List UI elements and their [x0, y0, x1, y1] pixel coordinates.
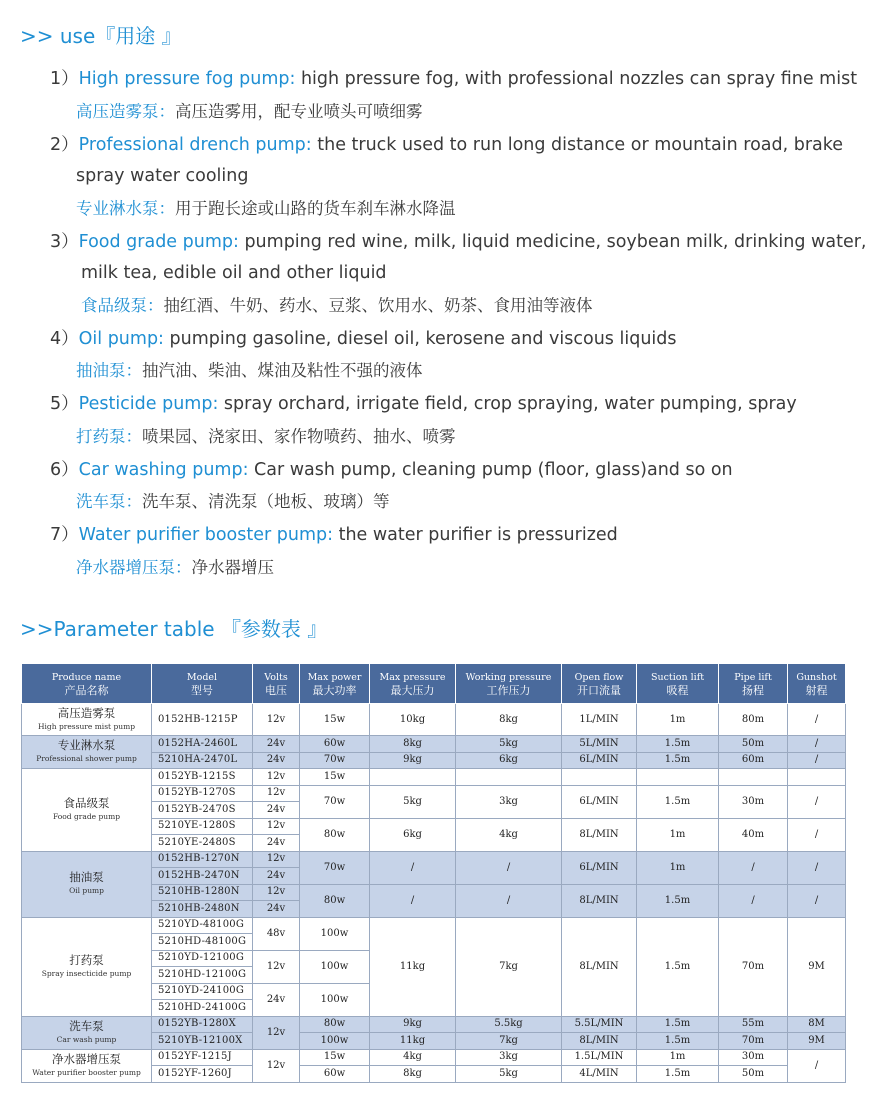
header-working-pressure: Working pressure 工作压力	[456, 664, 562, 704]
power-cell: 15w	[300, 1049, 370, 1066]
pipe-lift-cell: /	[719, 884, 788, 917]
model-cell: 0152HB-1215P	[152, 704, 253, 736]
use-item-3	[50, 227, 867, 321]
max-pressure-cell: 5kg	[370, 785, 456, 818]
working-pressure-cell: 6kg	[456, 752, 562, 769]
use-desc-cont: spray water cooling	[76, 166, 249, 186]
gunshot-cell: /	[788, 818, 846, 851]
max-pressure-cell: /	[370, 884, 456, 917]
open-flow-cell	[562, 769, 637, 786]
power-cell: 60w	[300, 736, 370, 753]
use-zh-title: 专业淋水泵：	[76, 198, 175, 218]
use-title: Pesticide pump:	[78, 394, 219, 414]
header-pipe-lift: Pipe lift 扬程	[719, 664, 788, 704]
product-name: 专业淋水泵 Professional shower pump	[22, 736, 152, 769]
power-cell: 70w	[300, 752, 370, 769]
working-pressure-cell: 7kg	[456, 1033, 562, 1050]
model-cell: 0152YB-1215S	[152, 769, 253, 786]
pipe-lift-cell: 80m	[719, 704, 788, 736]
use-zh-desc: 高压造雾用，配专业喷头可喷细雾	[175, 101, 423, 121]
table-row	[22, 917, 846, 934]
gunshot-cell: 8M	[788, 1016, 846, 1033]
model-cell: 5210YD-24100G	[152, 983, 253, 1000]
power-cell: 15w	[300, 769, 370, 786]
use-zh-desc: 喷果园、浇家田、家作物喷药、抽水、喷雾	[142, 426, 456, 446]
use-number: 3）	[50, 231, 79, 252]
power-cell: 100w	[300, 983, 370, 1016]
model-cell: 0152YF-1215J	[152, 1049, 253, 1066]
gunshot-cell: /	[788, 736, 846, 753]
model-cell: 0152HB-2470N	[152, 868, 253, 885]
suction-lift-cell: 1.5m	[637, 785, 719, 818]
open-flow-cell: 8L/MIN	[562, 917, 637, 1016]
use-desc: high pressure fog, with professional nozzles can spray fine mist	[295, 69, 858, 89]
power-cell: 100w	[300, 950, 370, 983]
max-pressure-cell: 8kg	[370, 1066, 456, 1083]
use-zh-title: 洗车泵：	[76, 492, 142, 511]
working-pressure-cell	[456, 769, 562, 786]
product-name: 高压造雾泵 High pressure mist pump	[22, 704, 152, 736]
working-pressure-cell: 5kg	[456, 1066, 562, 1083]
use-number: 4）	[50, 328, 79, 349]
use-title: Professional drench pump:	[78, 134, 312, 155]
working-pressure-cell: 5.5kg	[456, 1016, 562, 1033]
power-cell: 60w	[300, 1066, 370, 1083]
volts-cell: 24v	[253, 983, 300, 1016]
use-number: 5）	[50, 394, 79, 414]
use-zh-title: 净水器增压泵：	[76, 557, 192, 577]
table-row	[22, 1049, 846, 1066]
use-zh-desc: 用于跑长途或山路的货车刹车淋水降温	[175, 198, 456, 218]
use-title: Food grade pump:	[78, 231, 239, 252]
table-row	[22, 736, 846, 753]
table-row	[22, 851, 846, 868]
model-cell: 5210YB-12100X	[152, 1033, 253, 1050]
working-pressure-cell: 3kg	[456, 1049, 562, 1066]
use-item-6	[50, 455, 850, 518]
pipe-lift-cell: 30m	[719, 785, 788, 818]
model-cell: 0152YB-1270S	[152, 785, 253, 802]
gunshot-cell	[788, 769, 846, 786]
gunshot-cell: /	[788, 884, 846, 917]
pipe-lift-cell: 55m	[719, 1016, 788, 1033]
power-cell: 100w	[300, 1033, 370, 1050]
power-cell: 70w	[300, 851, 370, 884]
working-pressure-cell: /	[456, 851, 562, 884]
use-item-4	[50, 324, 850, 387]
pipe-lift-cell: 40m	[719, 818, 788, 851]
open-flow-cell: 6L/MIN	[562, 752, 637, 769]
use-zh-desc: 净水器增压	[191, 557, 274, 577]
volts-cell: 12v	[253, 704, 300, 736]
suction-lift-cell: 1.5m	[637, 884, 719, 917]
uses-list	[0, 64, 880, 583]
model-cell: 5210YD-48100G	[152, 917, 253, 934]
suction-lift-cell: 1m	[637, 1049, 719, 1066]
open-flow-cell: 6L/MIN	[562, 785, 637, 818]
volts-cell: 24v	[253, 835, 300, 852]
table-header-row	[22, 664, 846, 704]
gunshot-cell: /	[788, 1049, 846, 1082]
volts-cell: 12v	[253, 785, 300, 802]
max-pressure-cell: /	[370, 851, 456, 884]
use-item-2	[50, 130, 850, 224]
suction-lift-cell: 1m	[637, 704, 719, 736]
gunshot-cell: /	[788, 704, 846, 736]
model-cell: 5210YE-2480S	[152, 835, 253, 852]
open-flow-cell: 4L/MIN	[562, 1066, 637, 1083]
volts-cell: 48v	[253, 917, 300, 950]
gunshot-cell: /	[788, 851, 846, 884]
volts-cell: 12v	[253, 950, 300, 983]
use-title: High pressure fog pump:	[78, 69, 296, 89]
volts-cell: 12v	[253, 1049, 300, 1082]
gunshot-cell: 9M	[788, 1033, 846, 1050]
suction-lift-cell	[637, 769, 719, 786]
header-max-pressure: Max pressure 最大压力	[370, 664, 456, 704]
use-desc: the truck used to run long distance or mountain road, brake	[311, 134, 844, 155]
pipe-lift-cell	[719, 769, 788, 786]
model-cell: 0152HA-2460L	[152, 736, 253, 753]
model-cell: 5210HD-24100G	[152, 1000, 253, 1017]
pipe-lift-cell: 50m	[719, 1066, 788, 1083]
open-flow-cell: 1.5L/MIN	[562, 1049, 637, 1066]
header-suction-lift: Suction lift 吸程	[637, 664, 719, 704]
product-name: 净水器增压泵 Water purifier booster pump	[22, 1049, 152, 1082]
max-pressure-cell: 9kg	[370, 1016, 456, 1033]
max-pressure-cell: 4kg	[370, 1049, 456, 1066]
model-cell: 5210HB-2480N	[152, 901, 253, 918]
product-name: 打药泵 Spray insecticide pump	[22, 917, 152, 1016]
model-cell: 5210HD-12100G	[152, 967, 253, 984]
product-name: 食品级泵 Food grade pump	[22, 769, 152, 852]
use-zh-title: 食品级泵：	[81, 295, 164, 315]
model-cell: 5210YE-1280S	[152, 818, 253, 835]
suction-lift-cell: 1.5m	[637, 736, 719, 753]
volts-cell: 24v	[253, 736, 300, 753]
model-cell: 5210HA-2470L	[152, 752, 253, 769]
use-desc: spray orchard, irrigate field, crop spraying, water pumping, spray	[218, 394, 797, 414]
open-flow-cell: 5.5L/MIN	[562, 1016, 637, 1033]
gunshot-cell: /	[788, 785, 846, 818]
max-pressure-cell: 10kg	[370, 704, 456, 736]
use-desc: Car wash pump, cleaning pump (floor, glass)and so on	[248, 459, 733, 480]
max-pressure-cell: 11kg	[370, 917, 456, 1016]
open-flow-cell: 6L/MIN	[562, 851, 637, 884]
open-flow-cell: 1L/MIN	[562, 704, 637, 736]
use-title: Water purifier booster pump:	[78, 525, 334, 545]
header-gunshot: Gunshot 射程	[788, 664, 846, 704]
volts-cell: 24v	[253, 868, 300, 885]
product-name: 洗车泵 Car wash pump	[22, 1016, 152, 1049]
use-heading: >> use『用途 』	[20, 24, 182, 48]
table-row	[22, 704, 846, 736]
working-pressure-cell: 7kg	[456, 917, 562, 1016]
open-flow-cell: 8L/MIN	[562, 818, 637, 851]
suction-lift-cell: 1.5m	[637, 1066, 719, 1083]
working-pressure-cell: 8kg	[456, 704, 562, 736]
model-cell: 5210HD-48100G	[152, 934, 253, 951]
power-cell: 80w	[300, 884, 370, 917]
suction-lift-cell: 1.5m	[637, 917, 719, 1016]
suction-lift-cell: 1.5m	[637, 1033, 719, 1050]
max-pressure-cell: 6kg	[370, 818, 456, 851]
pipe-lift-cell: 50m	[719, 736, 788, 753]
model-cell: 0152YB-1280X	[152, 1016, 253, 1033]
model-cell: 5210YD-12100G	[152, 950, 253, 967]
pipe-lift-cell: 60m	[719, 752, 788, 769]
power-cell: 80w	[300, 818, 370, 851]
power-cell: 80w	[300, 1016, 370, 1033]
model-cell: 0152HB-1270N	[152, 851, 253, 868]
table-row	[22, 769, 846, 786]
power-cell: 100w	[300, 917, 370, 950]
use-zh-desc: 抽红酒、牛奶、药水、豆浆、饮用水、奶茶、食用油等液体	[163, 295, 593, 315]
volts-cell: 24v	[253, 752, 300, 769]
model-cell: 0152YB-2470S	[152, 802, 253, 819]
gunshot-cell: /	[788, 752, 846, 769]
header-model: Model 型号	[152, 664, 253, 704]
volts-cell: 24v	[253, 802, 300, 819]
use-item-1	[50, 64, 858, 127]
header-volts: Volts 电压	[253, 664, 300, 704]
use-number: 1）	[50, 69, 79, 89]
use-zh-title: 高压造雾泵：	[76, 101, 175, 121]
suction-lift-cell: 1.5m	[637, 752, 719, 769]
use-zh-desc: 抽汽油、柴油、煤油及粘性不强的液体	[142, 361, 423, 380]
use-number: 2）	[50, 134, 79, 155]
working-pressure-cell: 5kg	[456, 736, 562, 753]
volts-cell: 12v	[253, 1016, 300, 1049]
product-name: 抽油泵 Oil pump	[22, 851, 152, 917]
power-cell: 15w	[300, 704, 370, 736]
use-number: 7）	[50, 525, 79, 545]
pipe-lift-cell: /	[719, 851, 788, 884]
power-cell: 70w	[300, 785, 370, 818]
model-cell: 0152YF-1260J	[152, 1066, 253, 1083]
max-pressure-cell	[370, 769, 456, 786]
open-flow-cell: 8L/MIN	[562, 884, 637, 917]
volts-cell: 12v	[253, 769, 300, 786]
parameter-heading: >>Parameter table 『参数表 』	[20, 617, 328, 641]
use-zh-desc: 洗车泵、清洗泵（地板、玻璃）等	[142, 492, 390, 511]
max-pressure-cell: 9kg	[370, 752, 456, 769]
use-desc-cont: milk tea, edible oil and other liquid	[81, 263, 387, 283]
suction-lift-cell: 1m	[637, 851, 719, 884]
use-zh-title: 打药泵：	[76, 426, 142, 446]
header-open-flow: Open flow 开口流量	[562, 664, 637, 704]
pipe-lift-cell: 70m	[719, 917, 788, 1016]
working-pressure-cell: 4kg	[456, 818, 562, 851]
use-title: Car washing pump:	[78, 459, 249, 480]
volts-cell: 12v	[253, 884, 300, 901]
volts-cell: 12v	[253, 818, 300, 835]
table-row	[22, 1016, 846, 1033]
gunshot-cell: 9M	[788, 917, 846, 1016]
header-max-power: Max power 最大功率	[300, 664, 370, 704]
use-number: 6）	[50, 459, 79, 480]
use-item-5	[50, 389, 850, 452]
working-pressure-cell: 3kg	[456, 785, 562, 818]
use-desc: pumping gasoline, diesel oil, kerosene and viscous liquids	[163, 328, 677, 349]
header-produce-name: Produce name 产品名称	[22, 664, 152, 704]
use-desc: pumping red wine, milk, liquid medicine, soybean milk, drinking water,	[238, 231, 867, 252]
use-item-7	[50, 520, 850, 583]
open-flow-cell: 8L/MIN	[562, 1033, 637, 1050]
use-title: Oil pump:	[78, 328, 164, 349]
model-cell: 5210HB-1280N	[152, 884, 253, 901]
volts-cell: 24v	[253, 901, 300, 918]
suction-lift-cell: 1.5m	[637, 1016, 719, 1033]
max-pressure-cell: 8kg	[370, 736, 456, 753]
volts-cell: 12v	[253, 851, 300, 868]
use-desc: the water purifier is pressurized	[333, 525, 618, 545]
suction-lift-cell: 1m	[637, 818, 719, 851]
open-flow-cell: 5L/MIN	[562, 736, 637, 753]
use-zh-title: 抽油泵：	[76, 361, 142, 380]
working-pressure-cell: /	[456, 884, 562, 917]
max-pressure-cell: 11kg	[370, 1033, 456, 1050]
parameter-table	[21, 663, 846, 1083]
pipe-lift-cell: 70m	[719, 1033, 788, 1050]
pipe-lift-cell: 30m	[719, 1049, 788, 1066]
